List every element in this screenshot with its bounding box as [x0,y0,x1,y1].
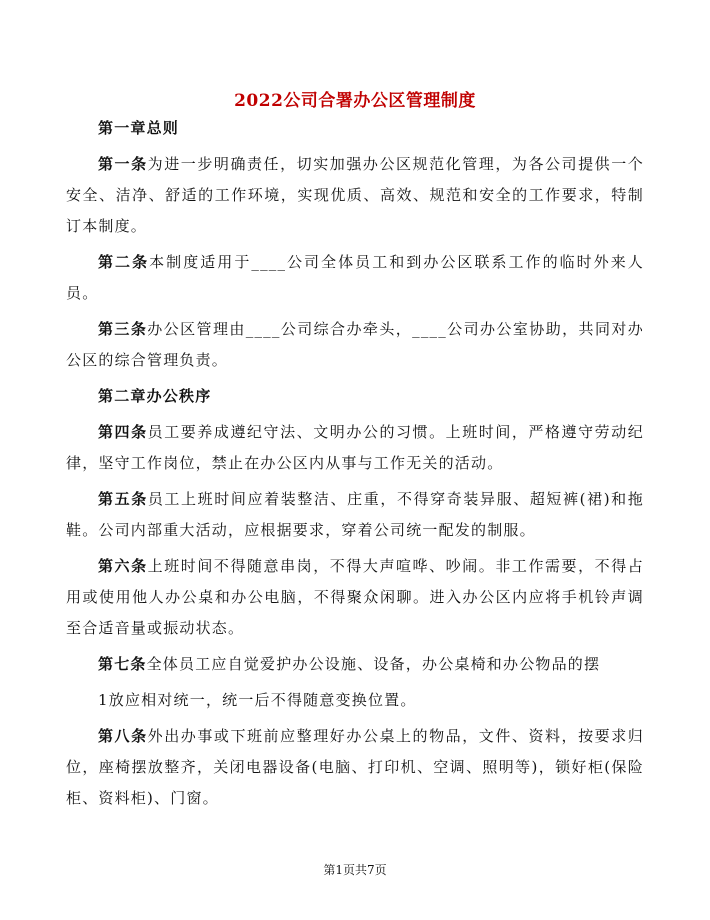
article-1-text: 为进一步明确责任，切实加强办公区规范化管理，为各公司提供一个安全、洁净、舒适的工作环境，实现优质、高效、规范和安全的工作要求，特制订本制度。 [66,155,644,235]
article-5-text: 员工上班时间应着装整洁、庄重，不得穿奇装异服、超短裤(裙)和拖鞋。公司内部重大活动，应根据要求，穿着公司统一配发的制服。 [66,490,644,539]
article-4 [66,417,644,479]
article-5 [66,484,644,546]
article-6 [66,551,644,644]
article-2-label: 第二条 [98,253,150,271]
article-4-text: 员工要养成遵纪守法、文明办公的习惯。上班时间，严格遵守劳动纪律，坚守工作岗位，禁止在办公区内从事与工作无关的活动。 [66,423,644,472]
document-body [66,113,644,819]
article-2-text: 本制度适用于____公司全体员工和到办公区联系工作的临时外来人员。 [66,253,644,302]
document-title: 2022公司合署办公区管理制度 [234,91,476,111]
article-6-label: 第六条 [98,557,148,575]
article-1 [66,149,644,242]
chapter-heading-2: 第二章办公秩序 [98,387,212,405]
article-7-text: 全体员工应自觉爱护办公设施、设备，办公桌椅和办公物品的摆 [146,655,601,673]
article-1-label: 第一条 [98,155,148,173]
page-footer: 第1页共7页 [323,863,387,877]
article-4-label: 第四条 [98,423,148,441]
chapter-heading-1: 第一章总则 [98,119,180,137]
article-3 [66,314,644,376]
article-7 [66,649,644,680]
article-3-text: 办公区管理由____公司综合办牵头，____公司办公室协助，共同对办公区的综合管理负责。 [66,320,644,369]
article-3-label: 第三条 [98,320,148,338]
article-7-continuation: 1放应相对统一，统一后不得随意变换位置。 [98,691,417,709]
article-2 [66,247,644,309]
article-7-label: 第七条 [98,655,147,673]
article-8 [66,721,644,814]
article-6-text: 上班时间不得随意串岗，不得大声喧哗、吵闹。非工作需要，不得占用或使用他人办公桌和办公电脑，不得聚众闲聊。进入办公区内应将手机铃声调至合适音量或振动状态。 [66,557,644,637]
article-5-label: 第五条 [98,490,148,508]
article-8-label: 第八条 [98,727,148,745]
article-8-text: 外出办事或下班前应整理好办公桌上的物品，文件、资料，按要求归位，座椅摆放整齐，关闭电器设备(电脑、打印机、空调、照明等)，锁好柜(保险柜、资料柜)、门窗。 [66,727,644,807]
